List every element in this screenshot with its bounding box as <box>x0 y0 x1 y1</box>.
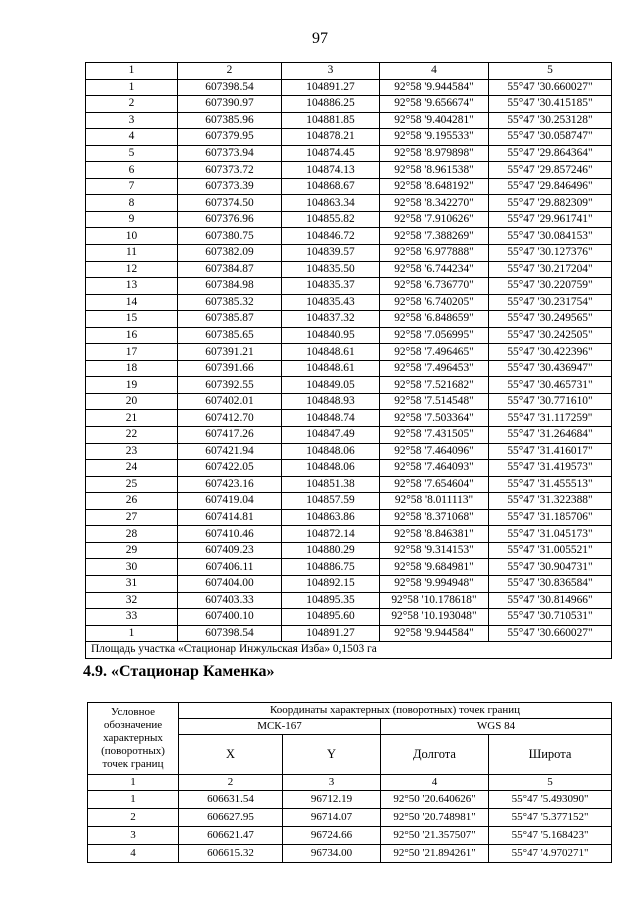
x-coordinate-cell: 607403.33 <box>178 592 282 609</box>
y-coordinate-cell: 104848.06 <box>282 443 380 460</box>
point-number-cell: 18 <box>86 360 178 377</box>
longitude-cell: 92°58 '7.464096" <box>380 443 489 460</box>
latitude-cell: 55°47 '31.322388" <box>489 493 612 510</box>
x-coordinate-cell: 607409.23 <box>178 542 282 559</box>
column-number-4: 4 <box>380 63 489 80</box>
table-row <box>86 360 612 377</box>
y-coordinate-cell: 104848.93 <box>282 393 380 410</box>
latitude-cell: 55°47 '30.231754" <box>489 294 612 311</box>
longitude-cell: 92°58 '9.314153" <box>380 542 489 559</box>
x-coordinate-cell: 607374.50 <box>178 195 282 212</box>
y-coordinate-cell: 104847.49 <box>282 427 380 444</box>
y-coordinate-cell: 104846.72 <box>282 228 380 245</box>
y-coordinate-cell: 96734.00 <box>283 845 381 863</box>
longitude-cell: 92°58 '7.654604" <box>380 476 489 493</box>
x-coordinate-cell: 607398.54 <box>178 625 282 642</box>
table-row <box>86 460 612 477</box>
point-number-cell: 27 <box>86 509 178 526</box>
table-row <box>86 278 612 295</box>
table-row <box>86 294 612 311</box>
y-coordinate-cell: 104835.43 <box>282 294 380 311</box>
table-row <box>86 327 612 344</box>
y-coordinate-cell: 104881.85 <box>282 112 380 129</box>
table-row <box>88 845 612 863</box>
y-coordinate-cell: 104886.25 <box>282 96 380 113</box>
column-number-5: 5 <box>489 775 612 791</box>
point-number-cell: 26 <box>86 493 178 510</box>
point-number-cell: 15 <box>86 311 178 328</box>
longitude-cell: 92°58 '9.404281" <box>380 112 489 129</box>
table-row <box>86 96 612 113</box>
column-number-2: 2 <box>178 63 282 80</box>
x-coordinate-cell: 607391.66 <box>178 360 282 377</box>
x-coordinate-cell: 607417.26 <box>178 427 282 444</box>
latitude-cell: 55°47 '29.857246" <box>489 162 612 179</box>
latitude-cell: 55°47 '30.660027" <box>489 625 612 642</box>
boundary-points-table-inzhulskaya <box>85 62 612 659</box>
y-coordinate-cell: 104895.35 <box>282 592 380 609</box>
table-row <box>86 509 612 526</box>
table-row <box>86 443 612 460</box>
y-coordinate-cell: 104840.95 <box>282 327 380 344</box>
x-coordinate-cell: 606621.47 <box>179 827 283 845</box>
table-row <box>86 228 612 245</box>
x-coordinate-cell: 606631.54 <box>179 791 283 809</box>
point-number-cell: 33 <box>86 609 178 626</box>
point-number-cell: 17 <box>86 344 178 361</box>
longitude-cell: 92°58 '10.178618" <box>380 592 489 609</box>
longitude-cell: 92°58 '7.514548" <box>380 393 489 410</box>
y-coordinate-cell: 104886.75 <box>282 559 380 576</box>
latitude-cell: 55°47 '30.249565" <box>489 311 612 328</box>
x-coordinate-cell: 607373.94 <box>178 145 282 162</box>
y-coordinate-cell: 104857.59 <box>282 493 380 510</box>
longitude-cell: 92°58 '9.944584" <box>380 625 489 642</box>
point-number-cell: 25 <box>86 476 178 493</box>
latitude-cell: 55°47 '30.710531" <box>489 609 612 626</box>
latitude-cell: 55°47 '31.416017" <box>489 443 612 460</box>
column-number-1: 1 <box>88 775 179 791</box>
y-coordinate-cell: 96714.07 <box>283 809 381 827</box>
longitude-cell: 92°58 '6.740205" <box>380 294 489 311</box>
latitude-cell: 55°47 '29.864364" <box>489 145 612 162</box>
x-coordinate-cell: 606627.95 <box>179 809 283 827</box>
table-row <box>86 211 612 228</box>
longitude-cell: 92°58 '7.496465" <box>380 344 489 361</box>
longitude-cell: 92°50 '21.357507" <box>381 827 489 845</box>
table-row <box>88 809 612 827</box>
longitude-cell: 92°58 '7.056995" <box>380 327 489 344</box>
point-number-cell: 1 <box>86 79 178 96</box>
y-coordinate-cell: 104855.82 <box>282 211 380 228</box>
latitude-cell: 55°47 '5.168423" <box>489 827 612 845</box>
x-coordinate-cell: 607384.87 <box>178 261 282 278</box>
table2-column-number-row <box>88 775 612 791</box>
longitude-cell: 92°58 '8.846381" <box>380 526 489 543</box>
longitude-cell: 92°58 '9.195533" <box>380 129 489 146</box>
point-number-cell: 7 <box>86 178 178 195</box>
table2-header-row-1 <box>88 703 612 719</box>
table-row <box>88 791 612 809</box>
latitude-cell: 55°47 '30.220759" <box>489 278 612 295</box>
column-number-3: 3 <box>282 63 380 80</box>
y-coordinate-cell: 104863.34 <box>282 195 380 212</box>
point-number-cell: 1 <box>86 625 178 642</box>
latitude-cell: 55°47 '30.084153" <box>489 228 612 245</box>
point-number-cell: 12 <box>86 261 178 278</box>
longitude-cell: 92°58 '6.744234" <box>380 261 489 278</box>
longitude-cell: 92°50 '20.748981" <box>381 809 489 827</box>
x-coordinate-cell: 607392.55 <box>178 377 282 394</box>
x-coordinate-cell: 607406.11 <box>178 559 282 576</box>
latitude-cell: 55°47 '29.961741" <box>489 211 612 228</box>
table-row <box>86 261 612 278</box>
longitude-cell: 92°58 '8.371068" <box>380 509 489 526</box>
longitude-cell: 92°58 '10.193048" <box>380 609 489 626</box>
table-row <box>86 178 612 195</box>
longitude-cell: 92°58 '8.011113" <box>380 493 489 510</box>
point-number-cell: 14 <box>86 294 178 311</box>
latitude-column-header: Широта <box>489 735 612 775</box>
y-coordinate-cell: 104848.74 <box>282 410 380 427</box>
column-number-3: 3 <box>283 775 381 791</box>
latitude-cell: 55°47 '30.836584" <box>489 575 612 592</box>
coordinates-header: Координаты характерных (поворотных) точек границ <box>179 703 612 719</box>
wgs84-header: WGS 84 <box>381 719 612 735</box>
y-coordinate-cell: 104863.86 <box>282 509 380 526</box>
x-coordinate-cell: 607385.87 <box>178 311 282 328</box>
y-coordinate-cell: 104835.37 <box>282 278 380 295</box>
y-coordinate-cell: 104874.13 <box>282 162 380 179</box>
latitude-cell: 55°47 '31.419573" <box>489 460 612 477</box>
longitude-cell: 92°58 '9.994948" <box>380 575 489 592</box>
point-number-cell: 4 <box>88 845 179 863</box>
longitude-cell: 92°58 '6.848659" <box>380 311 489 328</box>
point-number-cell: 31 <box>86 575 178 592</box>
x-coordinate-cell: 607385.96 <box>178 112 282 129</box>
column-number-2: 2 <box>179 775 283 791</box>
longitude-cell: 92°58 '6.977888" <box>380 245 489 262</box>
x-coordinate-cell: 607398.54 <box>178 79 282 96</box>
table-row <box>86 609 612 626</box>
y-coordinate-cell: 104849.05 <box>282 377 380 394</box>
point-number-cell: 5 <box>86 145 178 162</box>
x-coordinate-cell: 607400.10 <box>178 609 282 626</box>
latitude-cell: 55°47 '30.253128" <box>489 112 612 129</box>
latitude-cell: 55°47 '5.377152" <box>489 809 612 827</box>
table-row <box>86 112 612 129</box>
point-number-cell: 20 <box>86 393 178 410</box>
latitude-cell: 55°47 '31.005521" <box>489 542 612 559</box>
longitude-cell: 92°58 '9.944584" <box>380 79 489 96</box>
column-number-1: 1 <box>86 63 178 80</box>
longitude-cell: 92°58 '7.431505" <box>380 427 489 444</box>
point-number-cell: 11 <box>86 245 178 262</box>
y-coordinate-cell: 104874.45 <box>282 145 380 162</box>
table-row <box>86 195 612 212</box>
y-coordinate-cell: 104839.57 <box>282 245 380 262</box>
area-note-row <box>86 642 612 659</box>
y-coordinate-cell: 104848.61 <box>282 360 380 377</box>
point-number-cell: 19 <box>86 377 178 394</box>
table-row <box>88 827 612 845</box>
table-row <box>86 344 612 361</box>
longitude-cell: 92°58 '7.503364" <box>380 410 489 427</box>
x-coordinate-cell: 607414.81 <box>178 509 282 526</box>
y-coordinate-cell: 104895.60 <box>282 609 380 626</box>
longitude-cell: 92°58 '9.684981" <box>380 559 489 576</box>
point-number-cell: 1 <box>88 791 179 809</box>
column-number-4: 4 <box>381 775 489 791</box>
table-row <box>86 311 612 328</box>
longitude-cell: 92°58 '8.648192" <box>380 178 489 195</box>
point-number-cell: 3 <box>86 112 178 129</box>
latitude-cell: 55°47 '30.058747" <box>489 129 612 146</box>
latitude-cell: 55°47 '31.264684" <box>489 427 612 444</box>
latitude-cell: 55°47 '29.882309" <box>489 195 612 212</box>
x-coordinate-cell: 607382.09 <box>178 245 282 262</box>
x-coordinate-cell: 607423.16 <box>178 476 282 493</box>
x-column-header: X <box>179 735 283 775</box>
longitude-cell: 92°58 '8.979898" <box>380 145 489 162</box>
x-coordinate-cell: 607384.98 <box>178 278 282 295</box>
longitude-cell: 92°58 '7.521682" <box>380 377 489 394</box>
table-row <box>86 592 612 609</box>
table-row <box>86 79 612 96</box>
y-column-header: Y <box>283 735 381 775</box>
section-heading: 4.9. «Стационар Каменка» <box>83 663 275 680</box>
y-coordinate-cell: 96724.66 <box>283 827 381 845</box>
point-number-cell: 22 <box>86 427 178 444</box>
table-row <box>86 625 612 642</box>
latitude-cell: 55°47 '4.970271" <box>489 845 612 863</box>
x-coordinate-cell: 607391.21 <box>178 344 282 361</box>
latitude-cell: 55°47 '30.436947" <box>489 360 612 377</box>
latitude-cell: 55°47 '31.185706" <box>489 509 612 526</box>
longitude-cell: 92°50 '20.640626" <box>381 791 489 809</box>
latitude-cell: 55°47 '30.422396" <box>489 344 612 361</box>
boundary-points-table-kamenka <box>87 702 612 863</box>
y-coordinate-cell: 104848.61 <box>282 344 380 361</box>
point-number-cell: 10 <box>86 228 178 245</box>
y-coordinate-cell: 104891.27 <box>282 79 380 96</box>
y-coordinate-cell: 104891.27 <box>282 625 380 642</box>
latitude-cell: 55°47 '31.045173" <box>489 526 612 543</box>
x-coordinate-cell: 607421.94 <box>178 443 282 460</box>
x-coordinate-cell: 607380.75 <box>178 228 282 245</box>
latitude-cell: 55°47 '31.455513" <box>489 476 612 493</box>
x-coordinate-cell: 607404.00 <box>178 575 282 592</box>
longitude-cell: 92°58 '8.961538" <box>380 162 489 179</box>
point-number-cell: 16 <box>86 327 178 344</box>
point-number-cell: 13 <box>86 278 178 295</box>
x-coordinate-cell: 607419.04 <box>178 493 282 510</box>
latitude-cell: 55°47 '5.493090" <box>489 791 612 809</box>
table-row <box>86 162 612 179</box>
x-coordinate-cell: 607385.32 <box>178 294 282 311</box>
y-coordinate-cell: 104880.29 <box>282 542 380 559</box>
longitude-cell: 92°58 '7.496453" <box>380 360 489 377</box>
x-coordinate-cell: 607373.72 <box>178 162 282 179</box>
y-coordinate-cell: 104872.14 <box>282 526 380 543</box>
table-row <box>86 476 612 493</box>
x-coordinate-cell: 607412.70 <box>178 410 282 427</box>
point-number-cell: 28 <box>86 526 178 543</box>
y-coordinate-cell: 96712.19 <box>283 791 381 809</box>
longitude-column-header: Долгота <box>381 735 489 775</box>
latitude-cell: 55°47 '31.117259" <box>489 410 612 427</box>
table-row <box>86 575 612 592</box>
x-coordinate-cell: 607422.05 <box>178 460 282 477</box>
table-row <box>86 493 612 510</box>
table-row <box>86 377 612 394</box>
y-coordinate-cell: 104868.67 <box>282 178 380 195</box>
point-number-cell: 23 <box>86 443 178 460</box>
msk-167-header: МСК-167 <box>179 719 381 735</box>
table-row <box>86 129 612 146</box>
point-number-cell: 3 <box>88 827 179 845</box>
latitude-cell: 55°47 '30.127376" <box>489 245 612 262</box>
longitude-cell: 92°58 '8.342270" <box>380 195 489 212</box>
page-number: 97 <box>312 30 328 47</box>
longitude-cell: 92°58 '9.656674" <box>380 96 489 113</box>
x-coordinate-cell: 607410.46 <box>178 526 282 543</box>
longitude-cell: 92°50 '21.894261" <box>381 845 489 863</box>
table-row <box>86 526 612 543</box>
table-row <box>86 245 612 262</box>
latitude-cell: 55°47 '30.771610" <box>489 393 612 410</box>
latitude-cell: 55°47 '30.904731" <box>489 559 612 576</box>
latitude-cell: 55°47 '30.415185" <box>489 96 612 113</box>
x-coordinate-cell: 606615.32 <box>179 845 283 863</box>
y-coordinate-cell: 104851.38 <box>282 476 380 493</box>
x-coordinate-cell: 607385.65 <box>178 327 282 344</box>
point-number-cell: 24 <box>86 460 178 477</box>
table-row <box>86 145 612 162</box>
point-number-cell: 21 <box>86 410 178 427</box>
table-row <box>86 410 612 427</box>
y-coordinate-cell: 104892.15 <box>282 575 380 592</box>
point-number-cell: 2 <box>88 809 179 827</box>
column-number-5: 5 <box>489 63 612 80</box>
y-coordinate-cell: 104848.06 <box>282 460 380 477</box>
x-coordinate-cell: 607373.39 <box>178 178 282 195</box>
latitude-cell: 55°47 '30.660027" <box>489 79 612 96</box>
point-number-cell: 9 <box>86 211 178 228</box>
longitude-cell: 92°58 '7.388269" <box>380 228 489 245</box>
point-designation-header: Условное обозначение характерных (поворотных) точек границ <box>88 703 179 775</box>
area-note: Площадь участка «Стационар Инжульская Изба» 0,1503 га <box>86 642 612 659</box>
x-coordinate-cell: 607402.01 <box>178 393 282 410</box>
point-number-cell: 8 <box>86 195 178 212</box>
latitude-cell: 55°47 '30.242505" <box>489 327 612 344</box>
longitude-cell: 92°58 '6.736770" <box>380 278 489 295</box>
longitude-cell: 92°58 '7.464093" <box>380 460 489 477</box>
x-coordinate-cell: 607390.97 <box>178 96 282 113</box>
longitude-cell: 92°58 '7.910626" <box>380 211 489 228</box>
point-number-cell: 32 <box>86 592 178 609</box>
latitude-cell: 55°47 '29.846496" <box>489 178 612 195</box>
latitude-cell: 55°47 '30.814966" <box>489 592 612 609</box>
table-row <box>86 393 612 410</box>
table-row <box>86 559 612 576</box>
x-coordinate-cell: 607376.96 <box>178 211 282 228</box>
table-header-row <box>86 63 612 80</box>
x-coordinate-cell: 607379.95 <box>178 129 282 146</box>
point-number-cell: 30 <box>86 559 178 576</box>
y-coordinate-cell: 104835.50 <box>282 261 380 278</box>
latitude-cell: 55°47 '30.217204" <box>489 261 612 278</box>
table-row <box>86 427 612 444</box>
point-number-cell: 2 <box>86 96 178 113</box>
point-number-cell: 29 <box>86 542 178 559</box>
y-coordinate-cell: 104837.32 <box>282 311 380 328</box>
latitude-cell: 55°47 '30.465731" <box>489 377 612 394</box>
point-number-cell: 4 <box>86 129 178 146</box>
point-number-cell: 6 <box>86 162 178 179</box>
y-coordinate-cell: 104878.21 <box>282 129 380 146</box>
table-row <box>86 542 612 559</box>
